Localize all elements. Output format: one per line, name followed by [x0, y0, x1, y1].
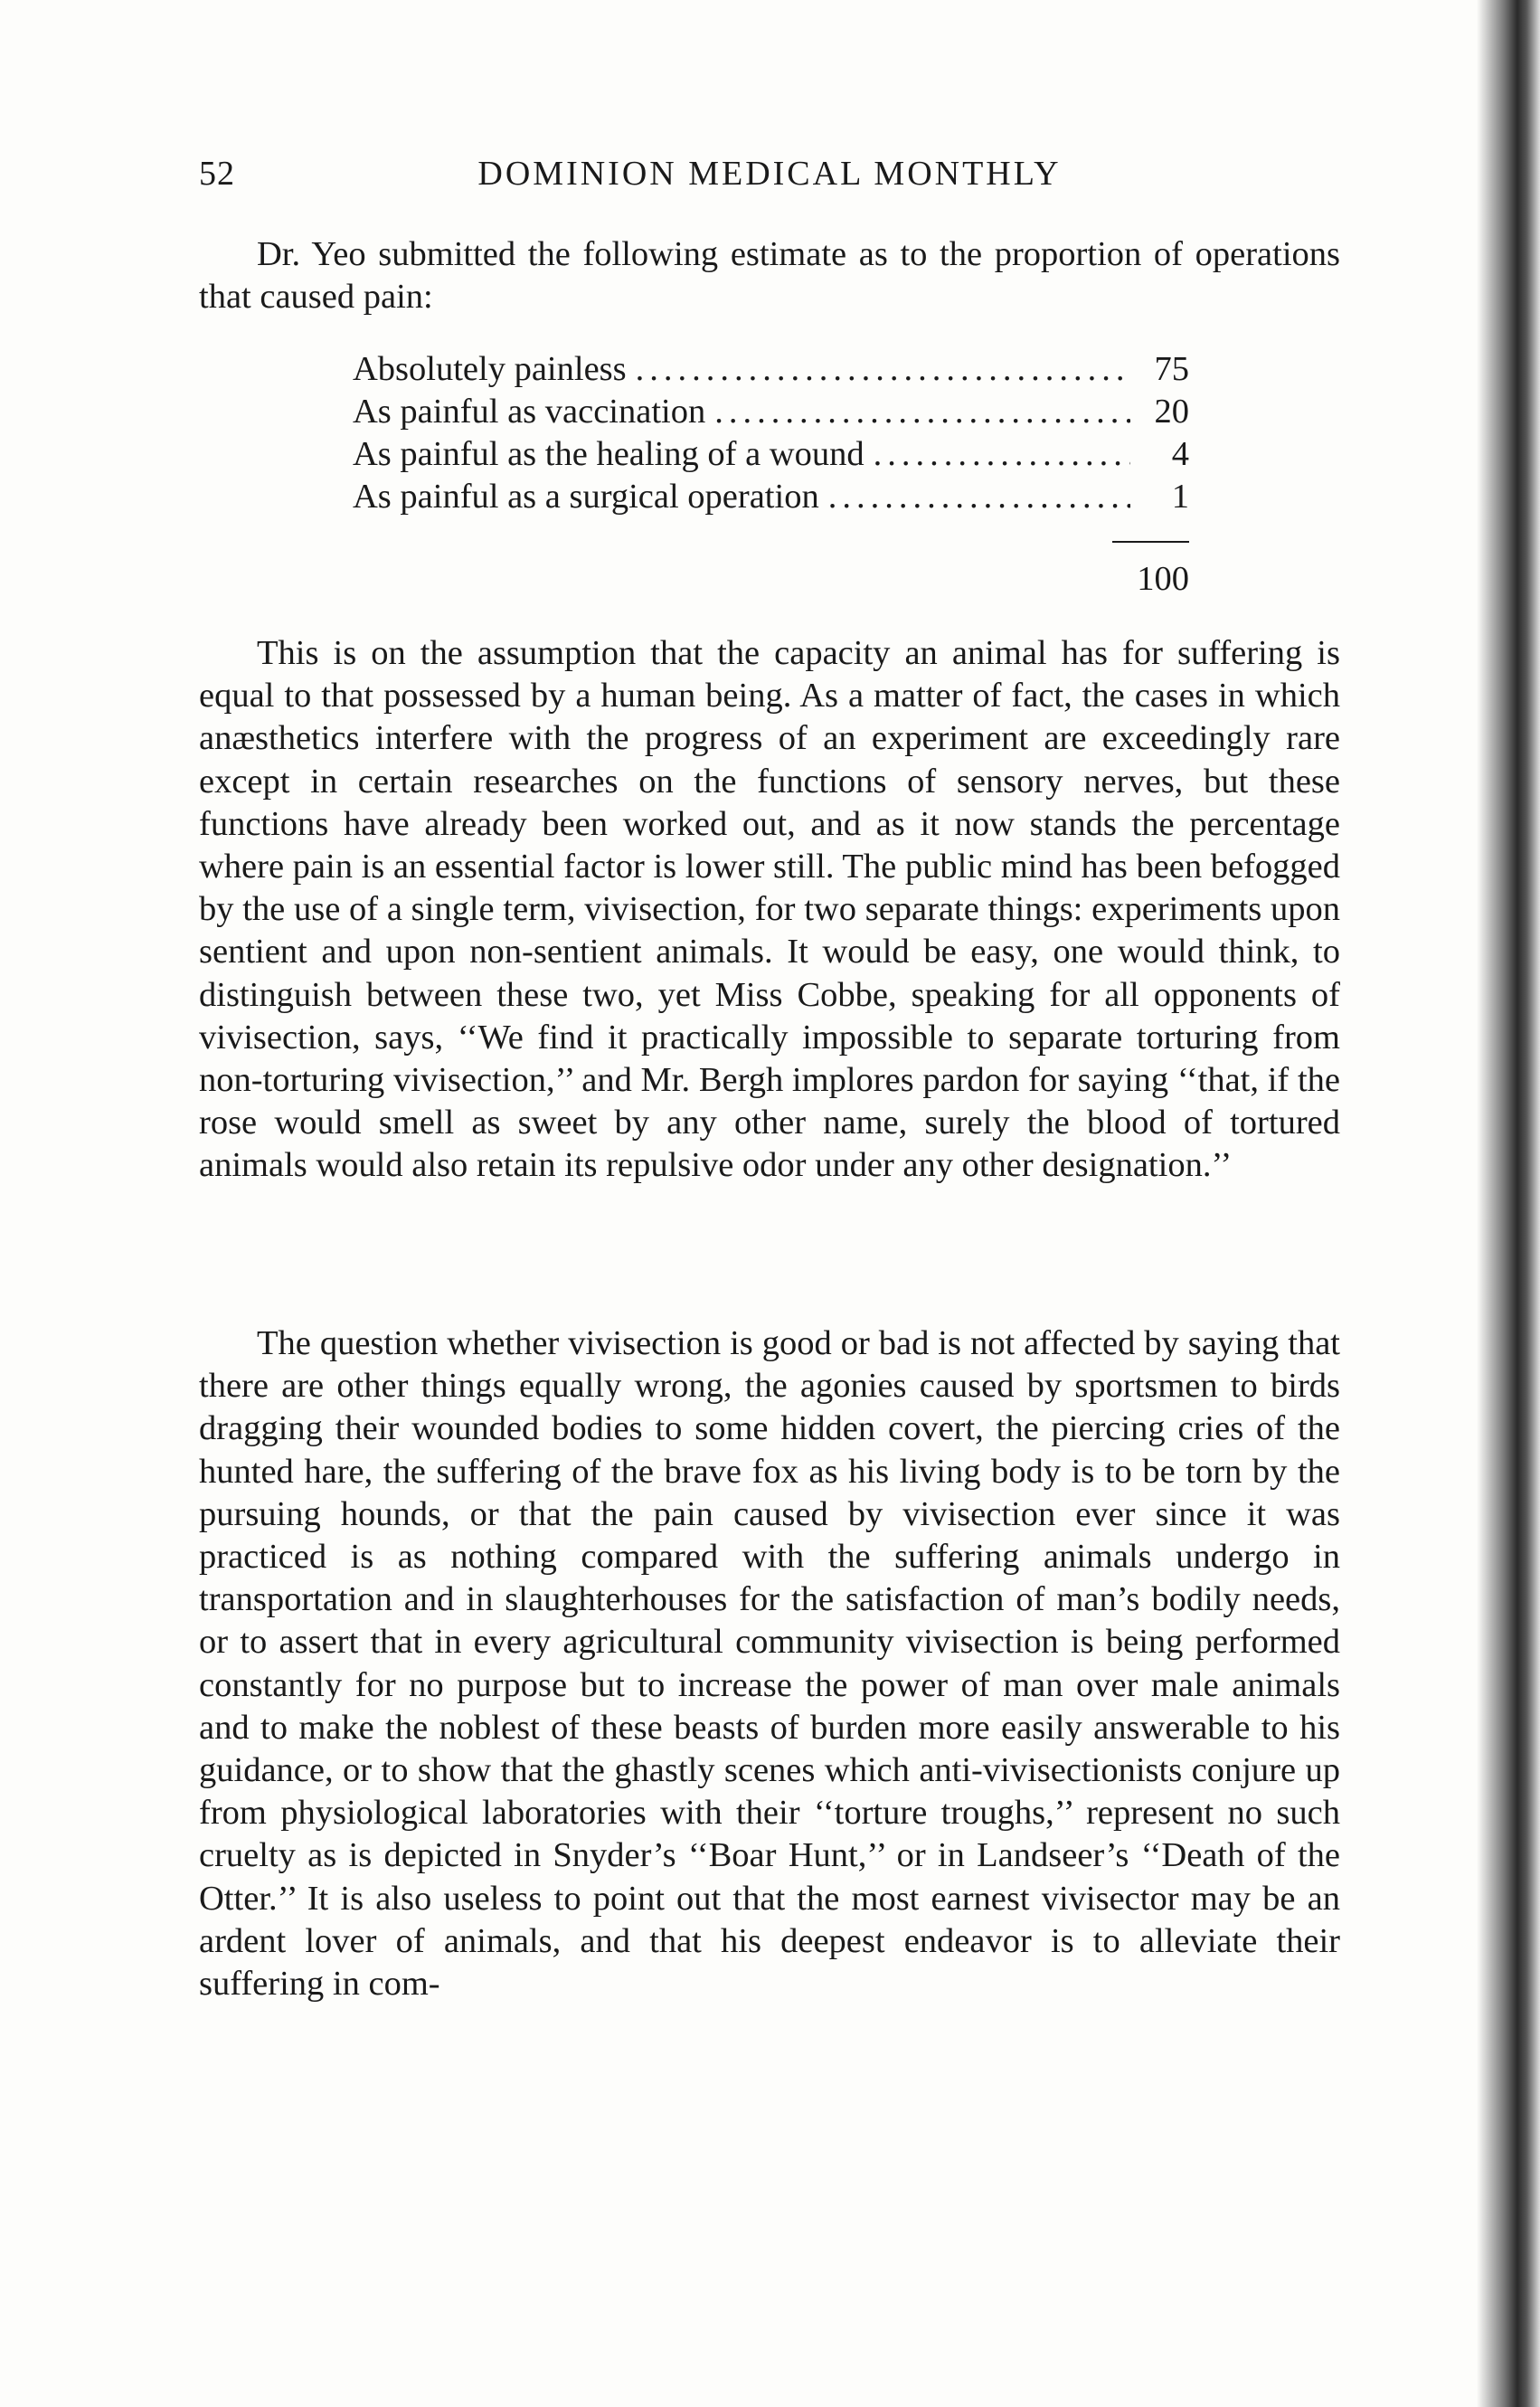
body-paragraph: The question whether vivisection is good or bad is not affected by saying that there are other things equally wrong, the agonies caused by sportsmen to birds dragging their wounded bodies to some hidden covert, the piercing cries of the hunted hare, the suffering of the brave fox as his living body is to be torn by the pursuing hounds, or that the pain caused by vivisection ever since it was practiced is as nothing compared with the suffering animals undergo in transportation and in slaughterhouses for the satisfaction of man’s bodily needs, or to assert that in every agricultural community vivisection is being performed constantly for no purpose but to increase the power of man over male animals and to make the noblest of these beasts of burden more easily answerable to his guidance, or to show that the ghastly scenes which anti-vivisectionists conjure up from physiological laboratories with their ‘‘torture troughs,’’ represent no such cruelty as is depicted in Snyder’s ‘‘Boar Hunt,’’ or in Landseer’s ‘‘Death of the Otter.’’ It is also useless to point out that the most earnest vivisector may be an ardent lover of animals, and that his deepest endeavor is to alleviate their suffering in com-	[199, 1324, 1340, 2004]
total-rule	[1112, 541, 1189, 543]
table-row	[353, 391, 1189, 433]
row-value: 4	[1171, 435, 1189, 473]
table-row	[353, 433, 1189, 476]
row-value: 20	[1154, 393, 1189, 431]
page-number: 52	[199, 155, 235, 193]
page-header	[199, 154, 1340, 204]
dot-leader	[828, 476, 1130, 518]
dot-leader	[636, 348, 1130, 391]
row-label: As painful as vaccination	[353, 393, 706, 431]
body-paragraph-1-container	[199, 632, 1340, 1188]
body-paragraph: This is on the assumption that the capacity an animal has for suffering is equal to that possessed by a human being. As a matter of fact, the cases in which anæsthetics interfere with the progress of an experiment are exceedingly rare except in certain researches on the functions of sensory nerves, but these functions have already been worked out, and as it now stands the percentage where pain is an essential factor is lower still. The public mind has been befogged by the use of a single term, vivisection, for two separate things: experiments upon sentient and upon non-sentient animals. It would be easy, one would think, to distinguish between these two, yet Miss Cobbe, speaking for all opponents of vivisection, says, ‘‘We find it practically impossible to separate torturing from non-torturing vivisection,’’ and Mr. Bergh implores pardon for saying ‘‘that, if the rose would smell as sweet by any other name, surely the blood of tortured animals would also retain its repulsive odor under any other designation.’’	[199, 634, 1340, 1185]
running-title: DOMINION MEDICAL MONTHLY	[477, 155, 1062, 193]
dot-leader	[714, 391, 1130, 433]
row-value: 75	[1154, 350, 1189, 388]
row-label: As painful as the healing of a wound	[353, 435, 864, 473]
table-row	[353, 476, 1189, 518]
dot-leader	[874, 433, 1130, 476]
intro-paragraph-container	[199, 233, 1340, 318]
body-paragraph-2-container	[199, 1322, 1340, 2005]
intro-paragraph: Dr. Yeo submitted the following estimate as to the proportion of operations that caused pain:	[199, 235, 1340, 317]
scan-binding-edge	[1477, 0, 1540, 2407]
row-value: 1	[1171, 478, 1189, 516]
row-label: Absolutely painless	[353, 350, 627, 388]
pain-estimate-table	[353, 348, 1189, 518]
table-total: 100	[1137, 560, 1189, 598]
table-row	[353, 348, 1189, 391]
row-label: As painful as a surgical operation	[353, 478, 819, 516]
